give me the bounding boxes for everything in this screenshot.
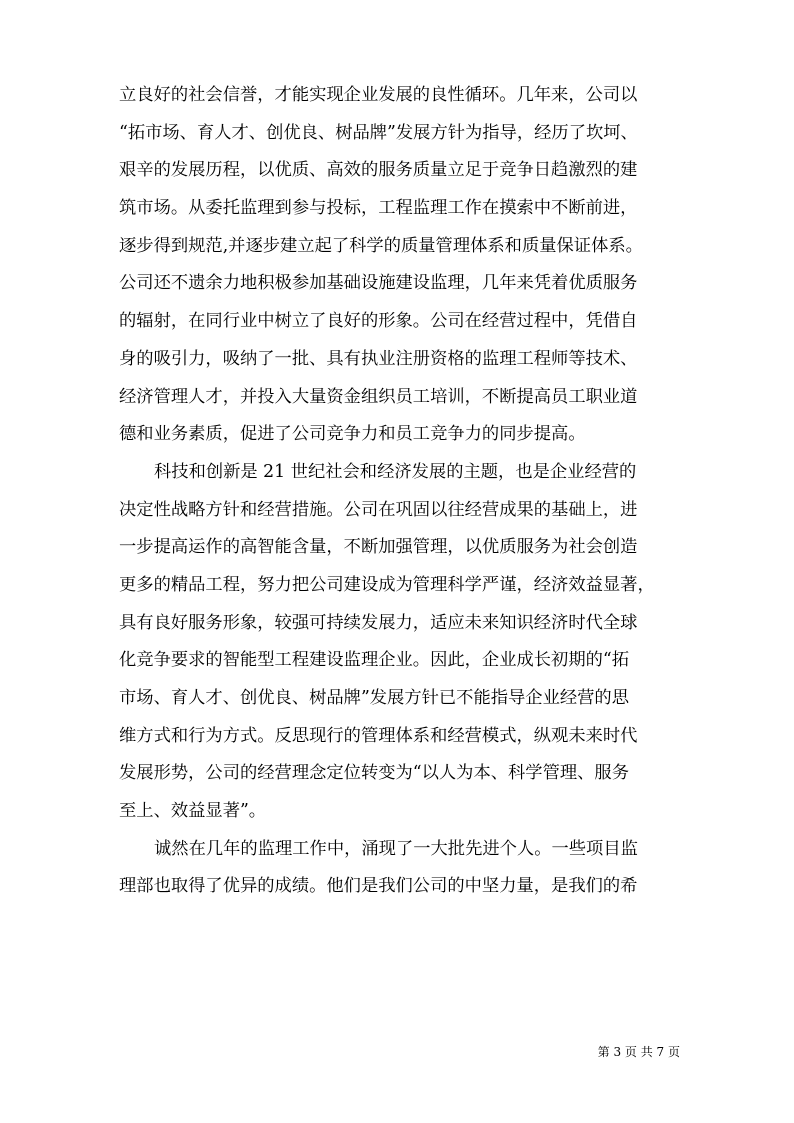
text-line: 决定性战略方针和经营措施。公司在巩固以往经营成果的基础上，进 [119,499,638,520]
text-line: 至上、效益显著”。 [119,801,267,822]
text-line: 身的吸引力，吸纳了一批、具有执业注册资格的监理工程师等技术、 [119,348,638,369]
text-line: 公司还不遗余力地积极参加基础设施建设监理，几年来凭着优质服务 [119,273,638,294]
text-line: 筑市场。从委托监理到参与投标，工程监理工作在摸索中不断前进， [119,198,638,219]
text-line: 立良好的社会信誉，才能实现企业发展的良性循环。几年来，公司以 [119,85,638,105]
text-line: 理部也取得了优异的成绩。他们是我们公司的中坚力量，是我们的希 [119,876,638,897]
text-line: 艰辛的发展历程，以优质、高效的服务质量立足于竞争日趋激烈的建 [119,160,638,181]
text-line: 发展形势，公司的经营理念定位转变为“以人为本、科学管理、服务 [119,763,629,784]
text-line: 一步提高运作的高智能含量，不断加强管理，以优质服务为社会创造 [119,537,638,558]
text-line: 逐步得到规范,并逐步建立起了科学的质量管理体系和质量保证体系。 [119,235,643,256]
text-line: 经济管理人才，并投入大量资金组织员工培训，不断提高员工职业道 [119,386,638,407]
text-line: 德和业务素质，促进了公司竞争力和员工竞争力的同步提高。 [119,424,586,445]
text-line: 具有良好服务形象，较强可持续发展力，适应未来知识经济时代全球 [119,612,638,633]
paragraph-first-line: 科技和创新是 21 世纪社会和经济发展的主题，也是企业经营的 [154,461,637,482]
text-line: 的辐射，在同行业中树立了良好的形象。公司在经营过程中，凭借自 [119,311,638,332]
body-text [119,77,679,906]
text-line: 更多的精品工程，努力把公司建设成为管理科学严谨，经济效益显著， [119,574,655,595]
text-line: 维方式和行为方式。反思现行的管理体系和经营模式，纵观未来时代 [119,725,638,746]
text-line: “拓市场、育人才、创优良、树品牌”发展方针为指导，经历了坎坷、 [119,122,638,143]
text-line: 市场、育人才、创优良、树品牌”发展方针已不能指导企业经营的思 [119,688,629,708]
page-number-indicator: 第 3 页 共 7 页 [597,1045,680,1059]
paragraph-first-line: 诚然在几年的监理工作中，涌现了一大批先进个人。一些项目监 [154,838,638,859]
text-line: 化竞争要求的智能型工程建设监理企业。因此，企业成长初期的“拓 [119,650,629,671]
page-footer [0,1044,680,1060]
